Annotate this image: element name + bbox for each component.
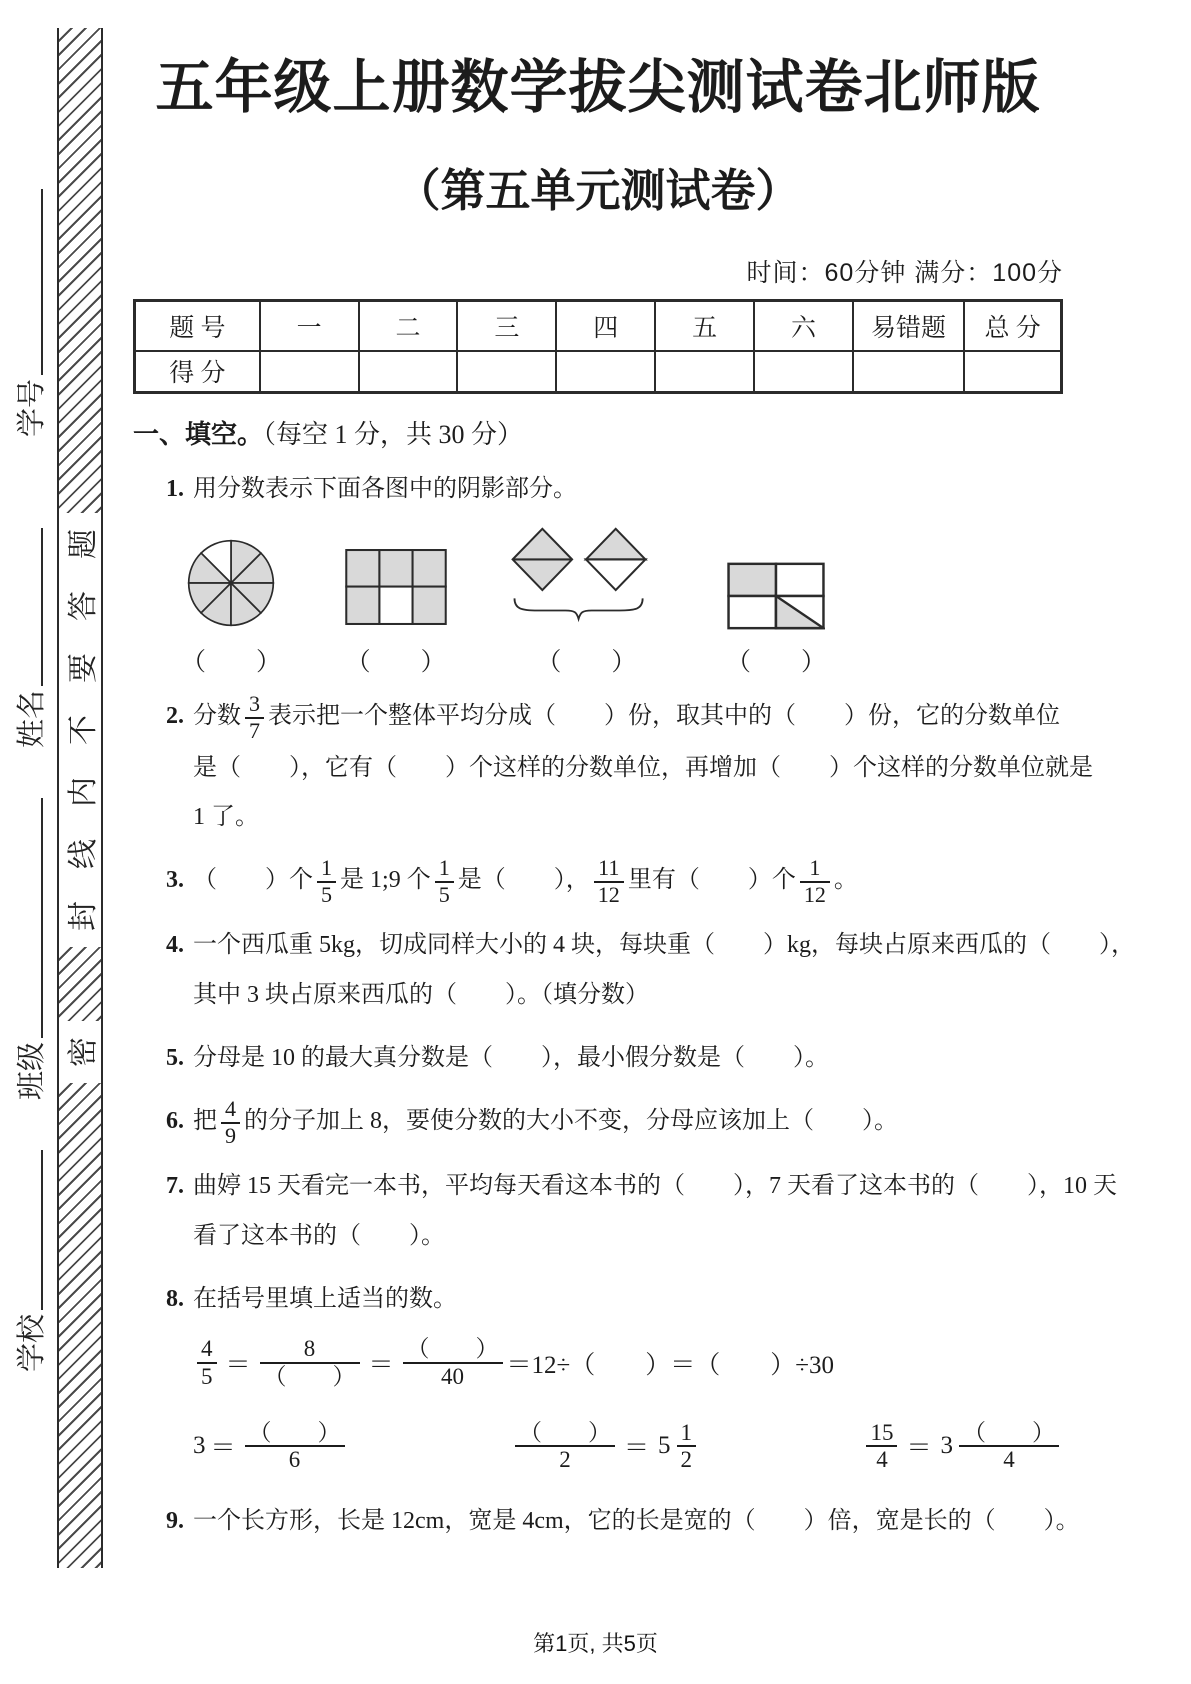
question-6-line (166, 1097, 1063, 1148)
fraction: $\frac{4}{9}$ (221, 1097, 240, 1148)
fraction: $\frac{3}{7}$ (245, 692, 264, 743)
score-table-header-cell: 三 (457, 301, 556, 351)
seal-char-text: 要 (67, 653, 100, 683)
fraction: $\frac{( )}{4}$ (959, 1420, 1059, 1474)
question-7-line-1 (166, 1162, 1117, 1211)
question-text: 用分数表示下面各图中的阴影部分。 (193, 476, 577, 502)
page-footer: 第1页, 共5页 (533, 1631, 658, 1656)
equals-sign: ＝ (906, 1435, 932, 1463)
section-1-heading (133, 414, 1063, 451)
integer: 3 (193, 1432, 206, 1460)
question-text: 一个长方形，长是 12cm，宽是 4cm，它的长是宽的（ ）倍，宽是长的（ ）。 (193, 1508, 1080, 1534)
equals-sign: ＝ (368, 1351, 394, 1379)
question-3 (133, 856, 1063, 907)
field-school-label: 学校 (16, 1313, 48, 1372)
field-class-label: 班级 (16, 1041, 48, 1100)
question-text: 是 1;9 个 (340, 867, 431, 894)
field-class (10, 798, 50, 1100)
question-text: 的分子加上 8，要使分数的大小不变，分母应该加上（ ）。 (244, 1108, 899, 1135)
question-4-line-1 (166, 921, 1135, 970)
score-cell-empty (359, 351, 458, 393)
integer: 5 (658, 1432, 671, 1460)
equation-group-c (862, 1420, 1063, 1474)
figure-circle-eighths (181, 526, 281, 678)
fraction: $\frac{( )}{2}$ (515, 1420, 615, 1474)
write-line (41, 798, 43, 1038)
seal-char-text: 答 (67, 591, 100, 621)
hatch-pattern-middle (59, 947, 101, 1021)
figure-grid-sixths (345, 526, 447, 678)
main-content (133, 0, 1135, 1546)
fraction: $\frac{( )}{40}$ (403, 1336, 503, 1390)
fraction: $\frac{4}{5}$ (197, 1336, 217, 1390)
question-text: 分数 (193, 703, 241, 730)
question-7-line-2: 看了这本书的（ ）。 (193, 1222, 445, 1249)
field-name-label: 姓名 (16, 689, 48, 748)
equation-tail: ＝12÷（ ）＝（ ）÷30 (506, 1351, 834, 1379)
question-text: 。 (833, 867, 858, 894)
fraction: $\frac{1}{5}$ (317, 856, 336, 907)
score-table-score-row (135, 351, 1062, 393)
answer-blank: （ ） (536, 649, 637, 677)
question-text: 在括号里填上适当的数。 (193, 1285, 457, 1312)
question-6 (133, 1097, 1063, 1148)
seal-char-text: 题 (67, 529, 100, 559)
time-score-info: 时间：60分钟 满分：100分 (746, 259, 1063, 287)
score-cell-empty (655, 351, 754, 393)
answer-blank: （ ） (725, 649, 826, 677)
question-5 (133, 1034, 1063, 1083)
page-title: 五年级上册数学拔尖测试卷北师版 (155, 55, 1041, 120)
score-table-header-cell: 四 (556, 301, 655, 351)
fraction: $\frac{( )}{6}$ (245, 1420, 345, 1474)
score-cell-empty (754, 351, 853, 393)
score-table-header-cell: 六 (754, 301, 853, 351)
fraction: $\frac{1}{5}$ (435, 856, 454, 907)
field-student-number-label: 学号 (16, 378, 48, 437)
score-row-label: 得 分 (135, 351, 260, 393)
question-number: 7. (166, 1173, 184, 1200)
section-1-note: （每空 1 分，共 30 分） (263, 420, 524, 449)
score-table-header-cell: 一 (260, 301, 359, 351)
seal-char-text: 内 (67, 777, 100, 807)
question-8 (133, 1275, 1063, 1324)
field-school (10, 1150, 50, 1372)
seal-char-text: 封 (67, 901, 100, 931)
grid-sixths-figure (345, 544, 447, 630)
question-text: 分母是 10 的最大真分数是（ ），最小假分数是（ ）。 (193, 1044, 829, 1071)
under-brace (515, 599, 643, 619)
seal-char (59, 885, 101, 947)
equals-sign: ＝ (623, 1435, 649, 1463)
equals-sign: ＝ (225, 1351, 251, 1379)
question-number: 1. (166, 476, 184, 502)
seal-char (59, 699, 101, 761)
fraction: $\frac{1}{2}$ (677, 1420, 697, 1474)
seal-char (59, 1021, 101, 1083)
question-number: 2. (166, 703, 184, 730)
question-8-equation-row-1 (133, 1336, 1063, 1390)
question-9 (133, 1497, 1080, 1546)
equation-group-b (511, 1420, 700, 1474)
answer-blank: （ ） (181, 649, 282, 677)
question-1 (133, 465, 1063, 514)
field-student-number (10, 189, 50, 437)
seal-char (59, 823, 101, 885)
equation-group-a (193, 1420, 349, 1474)
seal-char (59, 513, 101, 575)
question-number: 3. (166, 867, 184, 894)
question-text: 是（ ）， (457, 867, 590, 894)
section-1-title: 一、填空。 (133, 420, 264, 449)
question-text: 曲婷 15 天看完一本书，平均每天看这本书的（ ），7 天看了这本书的（ ），10 天 (193, 1173, 1117, 1200)
question-9-line (166, 1497, 1080, 1546)
seal-char-text: 不 (67, 715, 100, 745)
page-subtitle: （第五单元测试卷） (395, 166, 801, 216)
seal-char (59, 575, 101, 637)
question-text: 一个西瓜重 5kg，切成同样大小的 4 块，每块重（ ）kg，每块占原来西瓜的（ ）， (193, 932, 1135, 959)
write-line (41, 189, 43, 375)
score-cell-empty (556, 351, 655, 393)
question-8-line (166, 1275, 1063, 1324)
write-line (41, 528, 43, 686)
answer-blank: （ ） (345, 649, 446, 677)
integer: 3 (940, 1432, 953, 1460)
seal-char (59, 761, 101, 823)
question-text: （ ）个 (193, 867, 313, 894)
question-4-line-2: 其中 3 块占原来西瓜的（ ）。（填分数） (193, 981, 649, 1008)
hatch-pattern-bottom (59, 1083, 101, 1568)
question-number: 5. (166, 1044, 184, 1071)
question-number: 4. (166, 932, 184, 959)
score-table-header-row (135, 301, 1062, 351)
figure-quarters-diagonal (726, 526, 826, 678)
question-2 (133, 691, 1093, 842)
score-table-header-cell: 总 分 (964, 301, 1061, 351)
question-number: 9. (166, 1508, 184, 1534)
score-table-header-cell: 五 (655, 301, 754, 351)
figure-two-diamonds (510, 526, 662, 678)
question-3-line (166, 856, 1063, 907)
question-number: 6. (166, 1108, 184, 1135)
circle-eighths-figure (184, 536, 278, 630)
question-8-equation-row-2 (133, 1420, 1063, 1474)
fraction: $\frac{11}{12}$ (594, 856, 624, 907)
question-number: 8. (166, 1285, 184, 1312)
fraction: $\frac{8}{( )}$ (260, 1336, 360, 1390)
write-line (41, 1150, 43, 1310)
equals-sign: ＝ (210, 1435, 236, 1463)
field-name (10, 528, 50, 748)
quarters-diagonal-figure (727, 562, 825, 630)
question-text: 里有（ ）个 (627, 867, 796, 894)
score-cell-empty (457, 351, 556, 393)
two-diamonds-figure (510, 526, 662, 630)
score-table-header-cell: 易错题 (853, 301, 964, 351)
question-1-text (166, 465, 1063, 514)
seal-char-text: 线 (67, 839, 100, 869)
question-2-line-2: 是（ ），它有（ ）个这样的分数单位，再增加（ ）个这样的分数单位就是 (193, 754, 1093, 781)
fraction: $\frac{15}{4}$ (866, 1420, 897, 1474)
question-2-line-3: 1 了。 (193, 803, 259, 830)
score-table (133, 299, 1063, 394)
fraction: $\frac{1}{12}$ (800, 856, 830, 907)
seal-char-text: 密 (67, 1037, 100, 1067)
question-text: 把 (193, 1108, 217, 1135)
seal-line-band (57, 28, 103, 1568)
score-table-header-cell: 题 号 (135, 301, 260, 351)
question-7 (133, 1162, 1117, 1260)
question-text: 表示把一个整体平均分成（ ）份，取其中的（ ）份，它的分数单位 (268, 703, 1061, 730)
hatch-pattern-top (59, 28, 101, 513)
score-cell-empty (964, 351, 1061, 393)
question-2-line-1 (166, 692, 1063, 743)
score-table-header-cell: 二 (359, 301, 458, 351)
question-5-line (166, 1034, 1063, 1083)
fill-in-questions (133, 465, 1135, 1546)
question-1-figures (181, 526, 826, 678)
seal-char (59, 637, 101, 699)
question-4 (133, 921, 1135, 1019)
score-cell-empty (853, 351, 964, 393)
score-cell-empty (260, 351, 359, 393)
